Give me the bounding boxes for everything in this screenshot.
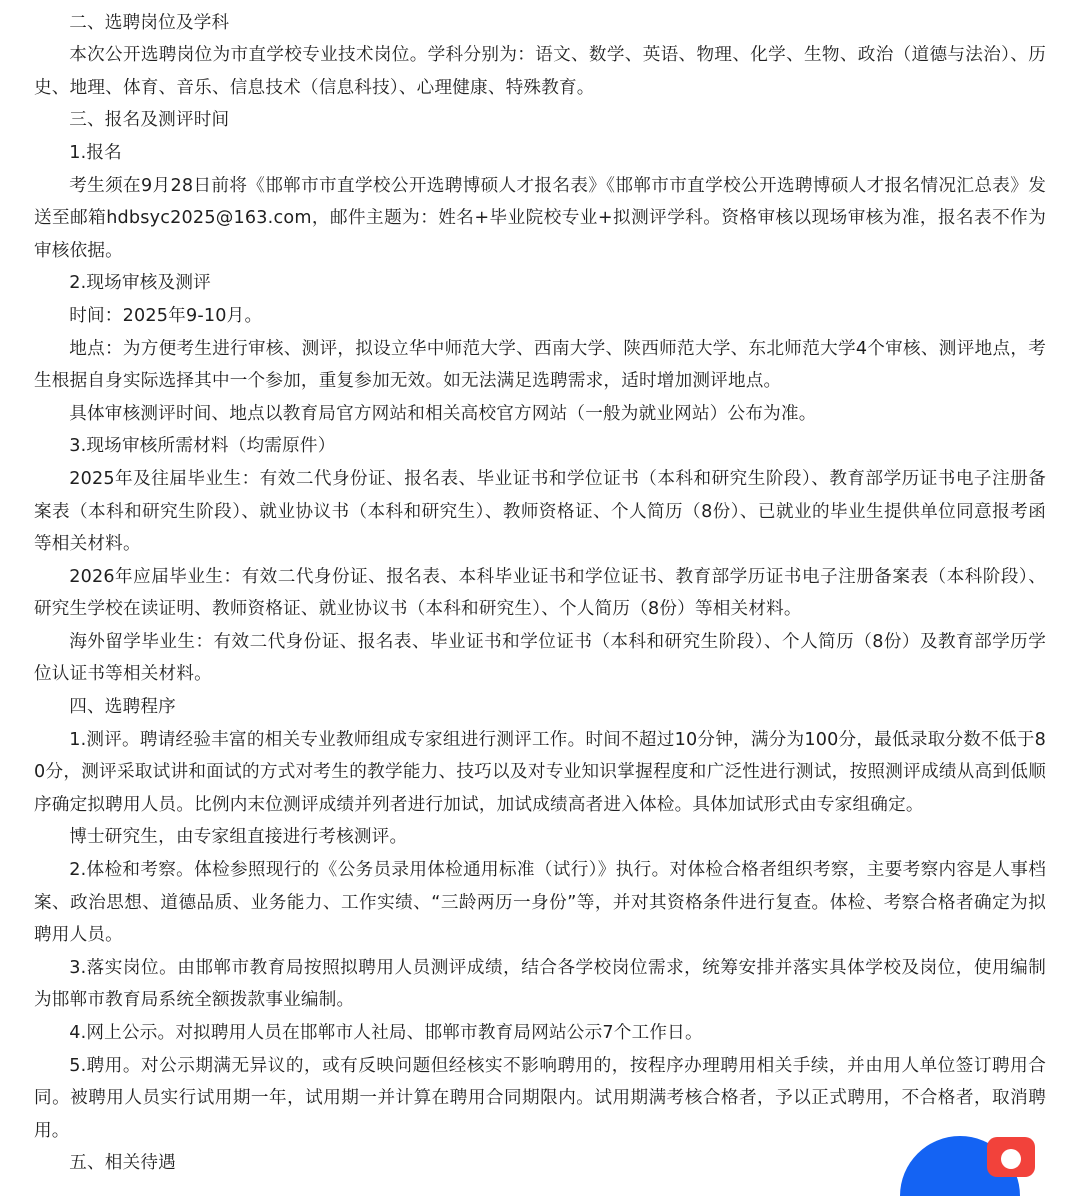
paragraph-announcement-source: 具体审核测评时间、地点以教育局官方网站和相关高校官方网站（一般为就业网站）公布为准。 <box>69 403 817 424</box>
floating-badge-icon[interactable] <box>987 1137 1035 1177</box>
paragraph-employment: 5.聘用。对公示期满无异议的，或有反映问题但经核实不影响聘用的，按程序办理聘用相关手续，并由用人单位签订聘用合同。被聘用人员实行试用期一年，试用期一并计算在聘用合同期限内。试用期满考核合格者，予以正式聘用，不合格者，取消聘用。 <box>34 1055 1046 1141</box>
paragraph-registration: 考生须在9月28日前将《邯郸市市直学校公开选聘博硕人才报名表》《邯郸市市直学校公开选聘博硕人才报名情况汇总表》发送至邮箱hdbsyc2025@163.com，邮件主题为：姓名+毕业院校专业+拟测评学科。资格审核以现场审核为准，报名表不作为审核依据。 <box>34 175 1046 261</box>
paragraph-education-requirement <box>34 0 1046 7</box>
paragraph-subjects: 本次公开选聘岗位为市直学校专业技术岗位。学科分别为：语文、数学、英语、物理、化学、生物、政治（道德与法治）、历史、地理、体育、音乐、信息技术（信息科技）、心理健康、特殊教育。 <box>34 45 1046 98</box>
paragraph-phd-assessment: 博士研究生，由专家组直接进行考核测评。 <box>69 827 408 848</box>
paragraph-public-notice: 4.网上公示。对拟聘用人员在邯郸市人社局、邯郸市教育局网站公示7个工作日。 <box>69 1023 703 1043</box>
paragraph-materials-2026: 2026年应届毕业生：有效二代身份证、报名表、本科毕业证书和学位证书、教育部学历证书电子注册备案表（本科阶段）、研究生学校在读证明、教师资格证、就业协议书（本科和研究生）、个人简历（8份）等相关材料。 <box>34 566 1046 620</box>
paragraph-review-location: 地点：为方便考生进行审核、测评，拟设立华中师范大学、西南大学、陕西师范大学、东北师范大学4个审核、测评地点，考生根据自身实际选择其中一个参加，重复参加无效。如无法满足选聘需求，适时增加测评地点。 <box>34 338 1046 392</box>
subheading-required-materials: 3.现场审核所需材料（均需原件） <box>69 436 336 457</box>
subheading-onsite-review: 2.现场审核及测评 <box>69 273 211 294</box>
paragraph-materials-overseas: 海外留学毕业生：有效二代身份证、报名表、毕业证书和学位证书（本科和研究生阶段）、个人简历（8份）及教育部学历学位认证书等相关材料。 <box>34 631 1046 685</box>
paragraph-position-assignment: 3.落实岗位。由邯郸市教育局按照拟聘用人员测评成绩，结合各学校岗位需求，统筹安排并落实具体学校及岗位，使用编制为邯郸市教育局系统全额拨款事业编制。 <box>34 957 1046 1011</box>
heading-benefits: 五、相关待遇 <box>69 1153 176 1174</box>
subheading-registration: 1.报名 <box>69 142 122 163</box>
heading-positions-subjects: 二、选聘岗位及学科 <box>69 12 230 33</box>
badge-dot-icon <box>1001 1149 1021 1169</box>
paragraph-assessment: 1.测评。聘请经验丰富的相关专业教师组成专家组进行测评工作。时间不超过10分钟，满分为100分，最低录取分数不低于80分，测评采取试讲和面试的方式对考生的教学能力、技巧以及对专业知识掌握程度和广泛性进行测试，按照测评成绩从高到低顺序确定拟聘用人员。比例内末位测评成绩并列者进行加试，加试成绩高者进入体检。具体加试形式由专家组确定。 <box>34 729 1046 815</box>
heading-selection-procedure: 四、选聘程序 <box>69 697 176 718</box>
heading-registration-time: 三、报名及测评时间 <box>69 110 230 131</box>
paragraph-medical-exam: 2.体检和考察。体检参照现行的《公务员录用体检通用标准（试行）》执行。对体检合格者组织考察，主要考察内容是人事档案、政治思想、道德品质、业务能力、工作实绩、“三龄两历一身份”等，并对其资格条件进行复查。体检、考察合格者确定为拟聘用人员。 <box>34 860 1046 946</box>
paragraph-materials-2025: 2025年及往届毕业生：有效二代身份证、报名表、毕业证书和学位证书（本科和研究生阶段）、教育部学历证书电子注册备案表（本科和研究生阶段）、就业协议书（本科和研究生）、教师资格证、个人简历（8份）、已就业的毕业生提供单位同意报考函等相关材料。 <box>34 468 1046 555</box>
article-body <box>34 0 1046 1180</box>
paragraph-review-time: 时间：2025年9-10月。 <box>69 305 263 326</box>
